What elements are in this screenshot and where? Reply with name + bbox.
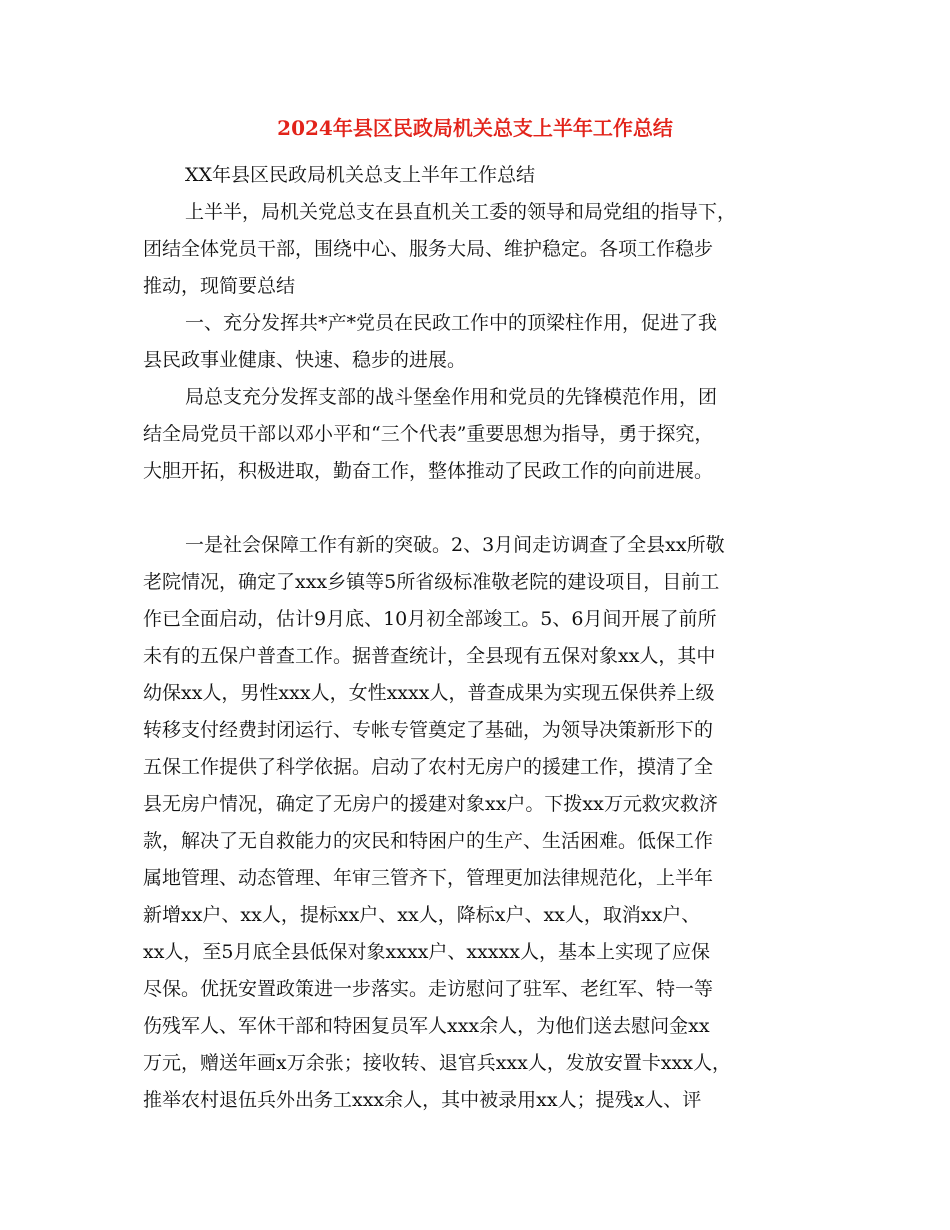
body-line: 局总支充分发挥支部的战斗堡垒作用和党员的先锋模范作用，团 — [185, 386, 718, 408]
body-line: 县无房户情况，确定了无房户的援建对象xx户。下拨xx万元救灾救济 — [143, 793, 718, 815]
body-line: 未有的五保户普查工作。据普查统计，全县现有五保对象xx人，其中 — [143, 645, 716, 667]
body-line: 上半半，局机关党总支在县直机关工委的领导和局党组的指导下， — [185, 201, 737, 223]
body-line: 伤残军人、军休干部和特困复员军人xxx余人，为他们送去慰问金xx — [143, 1015, 710, 1037]
body-line: 尽保。优抚安置政策进一步落实。走访慰问了驻军、老红军、特一等 — [143, 978, 714, 1000]
body-line: 团结全体党员干部，围绕中心、服务大局、维护稳定。各项工作稳步 — [143, 238, 714, 260]
body-line: 推动，现简要总结 — [143, 275, 296, 297]
body-line: 属地管理、动态管理、年审三管齐下，管理更加法律规范化，上半年 — [143, 867, 714, 889]
body-line: 推举农村退伍兵外出务工xxx余人，其中被录用xx人；提残x人、评 — [143, 1089, 702, 1111]
body-line: 大胆开拓，积极进取，勤奋工作，整体推动了民政工作的向前进展。 — [143, 460, 714, 482]
body-line: 老院情况，确定了xxx乡镇等5所省级标准敬老院的建设项目，目前工 — [143, 571, 720, 593]
body-line: 结全局党员干部以邓小平和“三个代表”重要思想为指导，勇于探究， — [143, 423, 714, 445]
body-line: 幼保xx人，男性xxx人，女性xxxx人，普查成果为实现五保供养上级 — [143, 682, 715, 704]
body-line: 万元，赠送年画x万余张；接收转、退官兵xxx人，发放安置卡xxx人， — [143, 1052, 732, 1074]
body-line: 新增xx户、xx人，提标xx户、xx人，降标x户、xx人，取消xx户、 — [143, 904, 701, 926]
body-line: 作已全面启动，估计9月底、10月初全部竣工。5、6月间开展了前所 — [143, 608, 717, 630]
body-line: xx人，至5月底全县低保对象xxxx户、xxxxx人，基本上实现了应保 — [143, 941, 710, 963]
body-line: 一是社会保障工作有新的突破。2、3月间走访调查了全县xx所敬 — [185, 534, 725, 556]
body-line: 款，解决了无自救能力的灾民和特困户的生产、生活困难。低保工作 — [143, 830, 714, 852]
document-title: 2024年县区民政局机关总支上半年工作总结 — [277, 116, 673, 140]
body-line: 转移支付经费封闭运行、专帐专管奠定了基础，为领导决策新形下的 — [143, 719, 714, 741]
body-line: 五保工作提供了科学依据。启动了农村无房户的援建工作，摸清了全 — [143, 756, 714, 778]
body-line: XX年县区民政局机关总支上半年工作总结 — [185, 164, 536, 186]
body-line: 县民政事业健康、快速、稳步的进展。 — [143, 349, 467, 371]
body-line: 一、充分发挥共*产*党员在民政工作中的顶梁柱作用，促进了我 — [185, 312, 718, 334]
